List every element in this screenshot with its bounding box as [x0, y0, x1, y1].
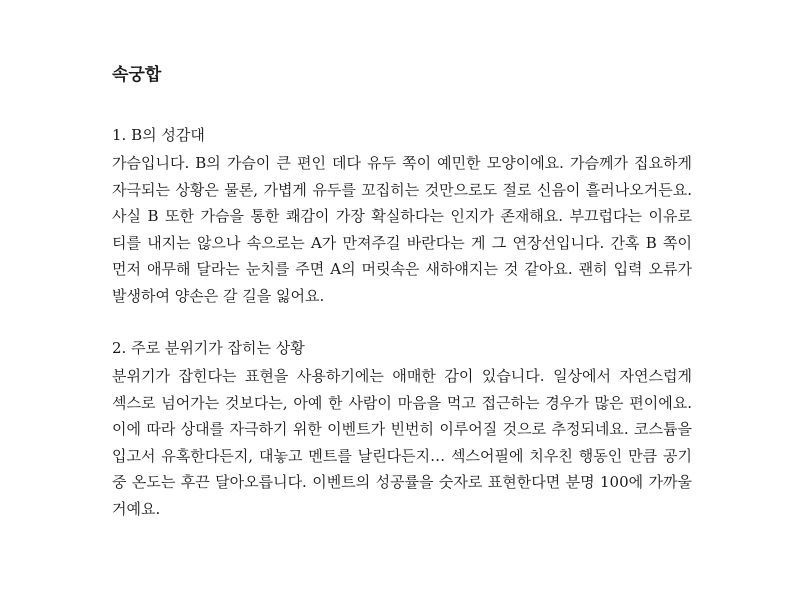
section-body: 가슴입니다. B의 가슴이 큰 편인 데다 유두 쪽이 예민한 모양이에요. 가슴께가 집요하게 자극되는 상황은 물론, 가볍게 유두를 꼬집히는 것만으로도 절로 신음이 흘러나오거든요. 사실 B 또한 가슴을 통한 쾌감이 가장 확실하다는 인지가 존재해요. 부끄럽다는 이유로 티를 내지는 않으나 속으로는 A가 만져주길 바란다는 게 그 연장선입니다. 간혹 B 쪽이 먼저 애무해 달라는 눈치를 주면 A의 머릿속은 새하얘지는 것 같아요. 괜히 입력 오류가 발생하여 양손은 갈 길을 잃어요. — [112, 154, 692, 305]
section-2 — [112, 337, 692, 522]
section-1 — [112, 124, 692, 309]
section-body: 분위기가 잡힌다는 표현을 사용하기에는 애매한 감이 있습니다. 일상에서 자연스럽게 섹스로 넘어가는 것보다는, 아예 한 사람이 마음을 먹고 접근하는 경우가 많은 편이에요. 이에 따라 상대를 자극하기 위한 이벤트가 빈번히 이루어질 것으로 추정되네요. 코스튬을 입고서 유혹한다든지, 대놓고 멘트를 날린다든지… 섹스어필에 치우친 행동인 만큼 공기 중 온도는 후끈 달아오릅니다. 이벤트의 성공률을 숫자로 표현한다면 분명 100에 가까울 거예요. — [112, 367, 692, 518]
section-heading: 2. 주로 분위기가 잡히는 상황 — [112, 339, 305, 357]
section-heading: 1. B의 성감대 — [112, 126, 205, 144]
document-title: 속궁합 — [112, 65, 162, 85]
